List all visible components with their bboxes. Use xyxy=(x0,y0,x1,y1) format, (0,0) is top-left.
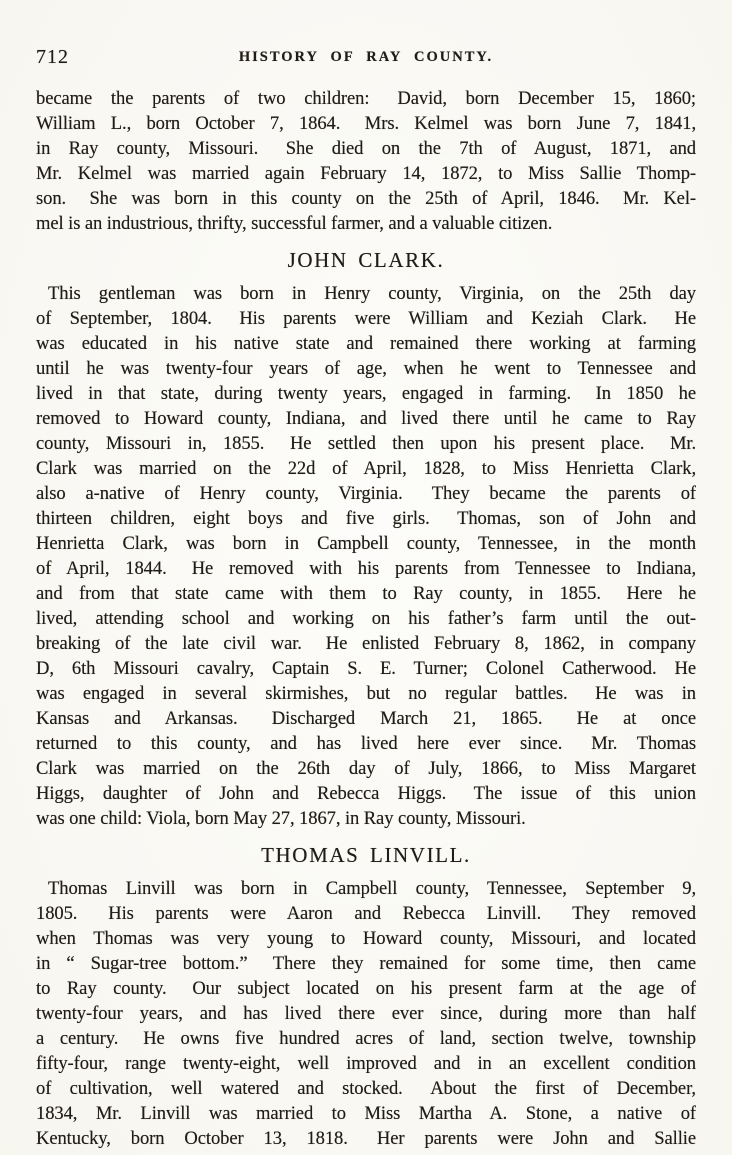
text-line: son. She was born in this county on the 25th of April, 1846. Mr. Kel- xyxy=(36,188,696,209)
text-line: Mr. Kelmel was married again February 14, 1872, to Miss Sallie Thomp- xyxy=(36,163,696,184)
text-line: until he was twenty-four years of age, when he went to Tennessee and xyxy=(36,358,696,379)
running-title: HISTORY OF RAY COUNTY. xyxy=(238,49,494,65)
text-line: This gentleman was born in Henry county, Virginia, on the 25th day xyxy=(48,283,696,304)
text-line: Kentucky, born October 13, 1818. Her parents were John and Sallie xyxy=(36,1128,696,1149)
text-line: to Ray county. Our subject located on his present farm at the age of xyxy=(36,978,696,999)
text-line: breaking of the late civil war. He enlisted February 8, 1862, in company xyxy=(36,633,696,654)
text-line: mel is an industrious, thrifty, successful farmer, and a valuable citizen. xyxy=(36,213,553,234)
text-line: and from that state came with them to Ray county, in 1855. Here he xyxy=(36,583,696,604)
paragraph-text xyxy=(36,281,696,831)
text-line: 1805. His parents were Aaron and Rebecca Linvill. They removed xyxy=(36,903,696,924)
text-line: D, 6th Missouri cavalry, Captain S. E. Turner; Colonel Catherwood. He xyxy=(36,658,696,679)
text-line: 1834, Mr. Linvill was married to Miss Martha A. Stone, a native of xyxy=(36,1103,696,1124)
text-line: lived, attending school and working on his father’s farm until the out- xyxy=(36,608,696,629)
section-heading-thomas-linvill: THOMAS LINVILL. xyxy=(261,843,471,867)
paragraph-kelmel-continuation xyxy=(36,86,696,236)
text-line: removed to Howard county, Indiana, and lived there until he came to Ray xyxy=(36,408,696,429)
text-line: became the parents of two children: David, born December 15, 1860; xyxy=(36,88,696,109)
text-line: twenty-four years, and has lived there ever since, during more than half xyxy=(36,1003,696,1024)
text-line: a century. He owns five hundred acres of land, section twelve, township xyxy=(36,1028,696,1049)
text-line: William L., born October 7, 1864. Mrs. Kelmel was born June 7, 1841, xyxy=(36,113,696,134)
text-line: in Ray county, Missouri. She died on the 7th of August, 1871, and xyxy=(36,138,696,159)
text-line: Clark was married on the 26th day of July, 1866, to Miss Margaret xyxy=(36,758,696,779)
text-line: thirteen children, eight boys and five girls. Thomas, son of John and xyxy=(36,508,696,529)
section-heading-john-clark: JOHN CLARK. xyxy=(287,248,445,272)
text-line: Higgs, daughter of John and Rebecca Higgs. The issue of this union xyxy=(36,783,696,804)
paragraph-text xyxy=(36,876,696,1151)
text-line: Henrietta Clark, was born in Campbell county, Tennessee, in the month xyxy=(36,533,696,554)
page-number: 712 xyxy=(36,46,69,68)
text-line: fifty-four, range twenty-eight, well improved and in an excellent condition xyxy=(36,1053,696,1074)
text-line: when Thomas was very young to Howard county, Missouri, and located xyxy=(36,928,696,949)
text-line: of April, 1844. He removed with his parents from Tennessee to Indiana, xyxy=(36,558,696,579)
page-header xyxy=(36,46,696,72)
paragraph-text xyxy=(36,86,696,236)
text-line: county, Missouri in, 1855. He settled then upon his present place. Mr. xyxy=(36,433,696,454)
text-line: Thomas Linvill was born in Campbell county, Tennessee, September 9, xyxy=(48,878,696,899)
entry-john-clark xyxy=(36,247,696,831)
text-line: Clark was married on the 22d of April, 1828, to Miss Henrietta Clark, xyxy=(36,458,696,479)
text-line: was one child: Viola, born May 27, 1867, in Ray county, Missouri. xyxy=(36,808,526,829)
text-line: was educated in his native state and remained there working at farming xyxy=(36,333,696,354)
text-line: in “ Sugar-tree bottom.” There they remained for some time, then came xyxy=(36,953,696,974)
text-line: of cultivation, well watered and stocked. About the first of December, xyxy=(36,1078,696,1099)
text-line: of September, 1804. His parents were William and Keziah Clark. He xyxy=(36,308,696,329)
text-line: Kansas and Arkansas. Discharged March 21, 1865. He at once xyxy=(36,708,696,729)
text-line: also a-native of Henry county, Virginia. They became the parents of xyxy=(36,483,696,504)
entry-thomas-linvill xyxy=(36,842,696,1151)
text-line: returned to this county, and has lived here ever since. Mr. Thomas xyxy=(36,733,696,754)
text-line: lived in that state, during twenty years, engaged in farming. In 1850 he xyxy=(36,383,696,404)
text-line: was engaged in several skirmishes, but no regular battles. He was in xyxy=(36,683,696,704)
